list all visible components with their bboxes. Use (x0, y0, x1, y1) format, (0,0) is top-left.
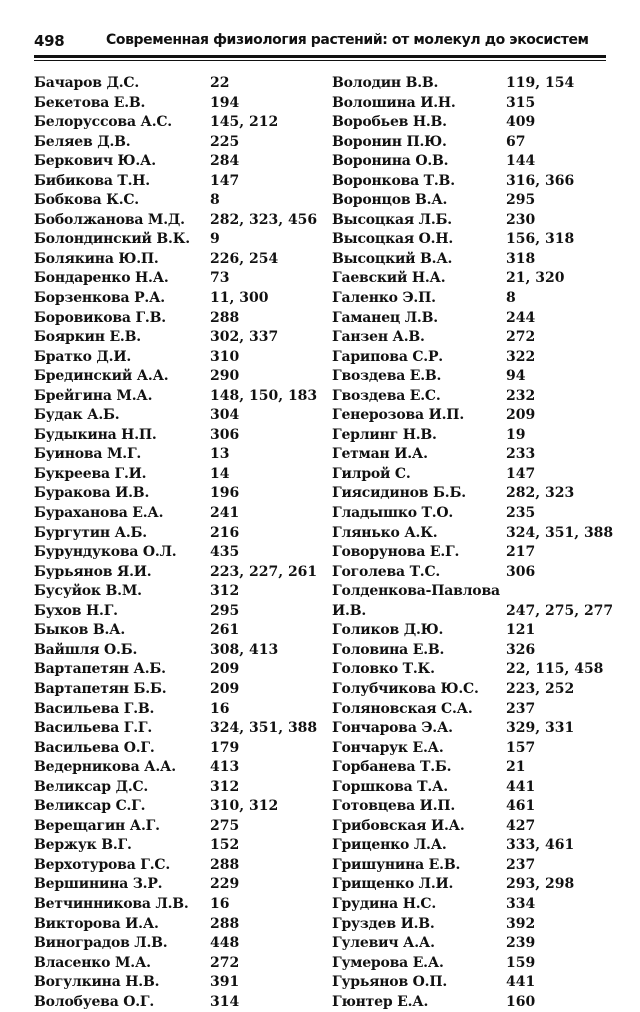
index-entry (332, 191, 622, 211)
index-entry (34, 191, 324, 211)
page-references: 284 (210, 153, 240, 170)
author-name: Будак А.Б. (34, 407, 120, 424)
index-entry (332, 387, 622, 407)
author-name: Высоцкая Л.Б. (332, 211, 452, 228)
author-name: Боровикова Г.В. (34, 309, 166, 326)
author-name: Брединский А.А. (34, 368, 169, 385)
author-name: Говорунова Е.Г. (332, 544, 460, 561)
author-name: Бибикова Т.Н. (34, 172, 150, 189)
index-entry (34, 250, 324, 270)
index-entry (332, 309, 622, 329)
index-entry (332, 211, 622, 231)
index-entry (34, 895, 324, 915)
page-references: 8 (506, 290, 516, 307)
page-references: 310, 312 (210, 798, 279, 815)
author-name: Бобкова К.С. (34, 192, 139, 209)
index-entry (34, 915, 324, 935)
page-references: 9 (210, 231, 220, 248)
page-references: 94 (506, 368, 526, 385)
author-name: Генерозова И.П. (332, 407, 464, 424)
author-name: Беляев Д.В. (34, 133, 131, 150)
index-entry (34, 484, 324, 504)
page-header (34, 30, 606, 56)
index-entry (34, 797, 324, 817)
author-name: Верхотурова Г.С. (34, 856, 171, 873)
index-entry (332, 445, 622, 465)
author-name: Болякина Ю.П. (34, 250, 159, 267)
index-entry (332, 660, 622, 680)
index-entry (332, 113, 622, 133)
author-name: Беркович Ю.А. (34, 153, 156, 170)
index-entry (332, 524, 622, 544)
index-entry (332, 74, 622, 94)
author-name: Гончарова Э.А. (332, 720, 453, 737)
page-references: 16 (210, 700, 230, 717)
page-references: 282, 323, 456 (210, 211, 318, 228)
author-name: Голубчикова Ю.С. (332, 680, 479, 697)
index-entry (332, 700, 622, 720)
author-name: Гиясидинов Б.Б. (332, 485, 466, 502)
header-rule-thick (34, 55, 606, 58)
author-name: Бусуйок В.М. (34, 583, 142, 600)
author-name: Бурундукова О.Л. (34, 544, 177, 561)
page-references: 229 (210, 876, 240, 893)
index-entry (34, 152, 324, 172)
page-references: 119, 154 (506, 75, 575, 91)
index-entry (332, 348, 622, 368)
page-references: 310 (210, 348, 240, 365)
index-entry (34, 543, 324, 563)
author-name: Власенко М.А. (34, 954, 151, 971)
page-references: 326 (506, 641, 536, 658)
index-entry (34, 700, 324, 720)
page-references: 241 (210, 505, 240, 522)
index-entry (34, 954, 324, 974)
index-entry (34, 367, 324, 387)
index-entry (332, 719, 622, 739)
author-name: Волошина И.Н. (332, 94, 456, 111)
page-references: 19 (506, 426, 526, 443)
author-name: Гвоздева Е.В. (332, 368, 442, 385)
index-entry (332, 172, 622, 192)
author-name: Воробьев Н.В. (332, 114, 447, 131)
page-references: 391 (210, 974, 240, 991)
author-name: Бухов Н.Г. (34, 602, 118, 619)
author-name: Высоцкий В.А. (332, 250, 453, 267)
page-references: 288 (210, 915, 240, 932)
index-entry (332, 915, 622, 935)
index-entry (332, 621, 622, 641)
page-references: 226, 254 (210, 250, 279, 267)
index-entry (34, 74, 324, 94)
index-column-left (34, 74, 324, 1012)
page-references: 312 (210, 778, 240, 795)
author-name: Головко Т.К. (332, 661, 435, 678)
index-entry (34, 445, 324, 465)
author-name: Гриценко Л.А. (332, 837, 447, 854)
index-entry (34, 113, 324, 133)
index-entry (34, 934, 324, 954)
author-name: Гумерова Е.А. (332, 954, 444, 971)
page-references: 13 (210, 446, 230, 463)
author-name: Брейгина М.А. (34, 387, 153, 404)
page-number: 498 (34, 32, 65, 50)
index-entry (34, 602, 324, 622)
author-name: Болондинский В.К. (34, 231, 190, 248)
index-entry (332, 758, 622, 778)
page-references: 230 (506, 211, 536, 228)
author-name: Галенко Э.П. (332, 290, 436, 307)
author-name: Боболжанова М.Д. (34, 211, 185, 228)
page-references: 334 (506, 895, 536, 912)
author-name: Буракова И.В. (34, 485, 150, 502)
page-references: 293, 298 (506, 876, 575, 893)
index-entry (332, 973, 622, 993)
index-entry (332, 94, 622, 114)
page-references: 316, 366 (506, 172, 575, 189)
page-references: 302, 337 (210, 329, 279, 346)
page-references: 461 (506, 798, 536, 815)
index-entry (332, 152, 622, 172)
author-name: Воронин П.Ю. (332, 133, 447, 150)
page-references: 152 (210, 837, 240, 854)
page-references: 144 (506, 153, 536, 170)
author-name: Бачаров Д.С. (34, 75, 140, 91)
author-name: Вартапетян А.Б. (34, 661, 166, 678)
index-entry (34, 524, 324, 544)
index-entry (332, 289, 622, 309)
index-entry (34, 328, 324, 348)
author-name: Борзенкова Р.А. (34, 290, 165, 307)
header-rule-thin (34, 60, 606, 61)
page-references: 275 (210, 817, 240, 834)
author-name: Волобуева О.Г. (34, 993, 155, 1010)
author-name: Гурьянов О.П. (332, 974, 448, 991)
page-references: 145, 212 (210, 114, 279, 131)
index-entry (34, 621, 324, 641)
index-entry (332, 739, 622, 759)
page-references: 232 (506, 387, 536, 404)
page-references: 194 (210, 94, 240, 111)
author-name: Гетман И.А. (332, 446, 428, 463)
author-name: Гвоздева Е.С. (332, 387, 441, 404)
author-name: Васильева Г.Г. (34, 720, 153, 737)
author-name: Бекетова Е.В. (34, 94, 146, 111)
page-references: 147 (506, 465, 536, 482)
index-entry (34, 582, 324, 602)
page-references: 409 (506, 114, 536, 131)
author-name: Васильева О.Г. (34, 739, 155, 756)
page-references: 272 (210, 954, 240, 971)
page-references: 233 (506, 446, 536, 463)
index-entry (34, 406, 324, 426)
index-entry (34, 133, 324, 153)
index-entry (332, 328, 622, 348)
index-entry (332, 582, 622, 602)
page-references: 225 (210, 133, 240, 150)
page-references: 237 (506, 700, 536, 717)
index-entry (332, 680, 622, 700)
index-entry (34, 94, 324, 114)
index-entry (34, 778, 324, 798)
page-references: 314 (210, 993, 240, 1010)
author-name: Бургутин А.Б. (34, 524, 147, 541)
page-references: 306 (210, 426, 240, 443)
index-entry (332, 426, 622, 446)
author-name: Ганзен А.В. (332, 329, 425, 346)
page-references: 288 (210, 309, 240, 326)
author-name: Будыкина Н.П. (34, 426, 157, 443)
author-name: Горшкова Т.А. (332, 778, 448, 795)
author-name: Горбанева Т.Б. (332, 759, 452, 776)
page-references: 11, 300 (210, 290, 269, 307)
index-entry (34, 641, 324, 661)
page-references: 21 (506, 759, 526, 776)
page-references: 272 (506, 329, 536, 346)
author-name: И.В. (332, 602, 367, 619)
page-references: 179 (210, 739, 240, 756)
index-entry (34, 817, 324, 837)
page-references: 441 (506, 974, 536, 991)
index-entry (332, 230, 622, 250)
index-entry (34, 973, 324, 993)
page-references: 159 (506, 954, 536, 971)
page-references: 318 (506, 250, 536, 267)
index-entry (332, 895, 622, 915)
author-name: Высоцкая О.Н. (332, 231, 454, 248)
author-name: Белоруссова А.С. (34, 114, 172, 131)
index-entry (34, 993, 324, 1012)
author-name: Бондаренко Н.А. (34, 270, 169, 287)
page-references: 22, 115, 458 (506, 661, 604, 678)
index-entry (332, 797, 622, 817)
author-name: Груздев И.В. (332, 915, 435, 932)
index-entry (34, 504, 324, 524)
author-name: Гулевич А.А. (332, 935, 435, 952)
page-references: 441 (506, 778, 536, 795)
author-name: Гаевский Н.А. (332, 270, 446, 287)
page-references: 247, 275, 277 (506, 602, 614, 619)
author-name: Гюнтер Е.А. (332, 993, 429, 1010)
author-name: Воронина О.В. (332, 153, 449, 170)
index-entry (34, 230, 324, 250)
author-name: Букреева Г.И. (34, 465, 147, 482)
index-entry (332, 778, 622, 798)
index-entry (332, 406, 622, 426)
page-references: 235 (506, 505, 536, 522)
author-name: Быков В.А. (34, 622, 126, 639)
page-references: 413 (210, 759, 240, 776)
page-references: 244 (506, 309, 536, 326)
page-references: 209 (506, 407, 536, 424)
page-references: 217 (506, 544, 536, 561)
page-references: 209 (210, 680, 240, 697)
author-name: Верещагин А.Г. (34, 817, 160, 834)
author-name: Ветчинникова Л.В. (34, 895, 189, 912)
page-references: 73 (210, 270, 230, 287)
author-name: Голяновская С.А. (332, 700, 473, 717)
index-entry (34, 875, 324, 895)
index-entry (34, 758, 324, 778)
page-references: 435 (210, 544, 240, 561)
author-name: Воронкова Т.В. (332, 172, 455, 189)
author-name: Буинова М.Г. (34, 446, 142, 463)
index-entry (34, 660, 324, 680)
page-references: 333, 461 (506, 837, 575, 854)
author-name: Голиков Д.Ю. (332, 622, 444, 639)
page-references: 148, 150, 183 (210, 387, 318, 404)
author-name: Герлинг Н.В. (332, 426, 437, 443)
author-name: Бояркин Е.В. (34, 329, 141, 346)
author-name: Голденкова-Павлова (332, 583, 500, 600)
author-name: Вайшля О.Б. (34, 641, 138, 658)
page-references: 22 (210, 75, 230, 91)
author-name: Бураханова Е.А. (34, 505, 164, 522)
page-references: 21, 320 (506, 270, 565, 287)
index-entry (332, 133, 622, 153)
page-references: 8 (210, 192, 220, 209)
author-name: Бурьянов Я.И. (34, 563, 152, 580)
author-name: Братко Д.И. (34, 348, 132, 365)
page-references: 322 (506, 348, 536, 365)
author-name: Вартапетян Б.Б. (34, 680, 167, 697)
page-references: 324, 351, 388 (210, 720, 318, 737)
index-entry (332, 836, 622, 856)
author-name: Володин В.В. (332, 75, 439, 91)
author-name: Готовцева И.П. (332, 798, 456, 815)
page-references: 288 (210, 856, 240, 873)
page-references: 196 (210, 485, 240, 502)
index-entry (332, 602, 622, 622)
page-references: 295 (210, 602, 240, 619)
page-references: 121 (506, 622, 536, 639)
index-entry (34, 309, 324, 329)
index-column-right (332, 74, 622, 1012)
page-references: 237 (506, 856, 536, 873)
author-name: Гаманец Л.В. (332, 309, 438, 326)
page-references: 315 (506, 94, 536, 111)
page-references: 329, 331 (506, 720, 575, 737)
index-entry (332, 856, 622, 876)
author-name: Грищенко Л.И. (332, 876, 454, 893)
author-name: Викторова И.А. (34, 915, 159, 932)
page-references: 295 (506, 192, 536, 209)
page-references: 216 (210, 524, 240, 541)
author-name: Глянько А.К. (332, 524, 438, 541)
index-entry (332, 484, 622, 504)
page-references: 157 (506, 739, 536, 756)
page-references: 67 (506, 133, 526, 150)
author-name: Вержук В.Г. (34, 837, 132, 854)
index-entry (332, 954, 622, 974)
index-entry (332, 934, 622, 954)
page-references: 160 (506, 993, 536, 1010)
author-name: Гоголева Т.С. (332, 563, 441, 580)
index-entry (34, 739, 324, 759)
index-entry (34, 289, 324, 309)
running-title: Современная физиология растений: от молекул до экосистем (106, 32, 589, 48)
page-references: 147 (210, 172, 240, 189)
page-references: 308, 413 (210, 641, 279, 658)
index-entry (332, 563, 622, 583)
index-entry (332, 465, 622, 485)
page-references: 223, 252 (506, 680, 575, 697)
page-references: 306 (506, 563, 536, 580)
author-name: Великсар С.Г. (34, 798, 146, 815)
index-entry (34, 387, 324, 407)
index-entry (34, 465, 324, 485)
index-entry (332, 641, 622, 661)
author-name: Гладышко Т.О. (332, 505, 454, 522)
index-entry (34, 719, 324, 739)
author-name: Гришунина Е.В. (332, 856, 461, 873)
page-references: 392 (506, 915, 536, 932)
index-entry (34, 348, 324, 368)
author-name: Виноградов Л.В. (34, 935, 168, 952)
page-references: 223, 227, 261 (210, 563, 318, 580)
index-entry (332, 543, 622, 563)
page-references: 261 (210, 622, 240, 639)
index-entry (332, 367, 622, 387)
author-name: Головина Е.В. (332, 641, 445, 658)
index-entry (34, 856, 324, 876)
page-references: 304 (210, 407, 240, 424)
author-name: Гилрой С. (332, 465, 411, 482)
author-name: Вершинина З.Р. (34, 876, 163, 893)
page-references: 16 (210, 895, 230, 912)
author-name: Васильева Г.В. (34, 700, 155, 717)
author-name: Воронцов В.А. (332, 192, 448, 209)
index-entry (34, 211, 324, 231)
page-references: 156, 318 (506, 231, 575, 248)
index-entry (34, 680, 324, 700)
author-name: Грудина Н.С. (332, 895, 437, 912)
index-entry (34, 269, 324, 289)
index-entry (332, 504, 622, 524)
index-entry (34, 426, 324, 446)
index-entry (332, 269, 622, 289)
author-name: Грибовская И.А. (332, 817, 465, 834)
author-name: Ведерникова А.А. (34, 759, 176, 776)
page-references: 312 (210, 583, 240, 600)
author-name: Гарипова С.Р. (332, 348, 443, 365)
index-entry (332, 250, 622, 270)
page-references: 282, 323 (506, 485, 575, 502)
page-references: 290 (210, 368, 240, 385)
index-entry (34, 563, 324, 583)
page-references: 239 (506, 935, 536, 952)
author-name: Вогулкина Н.В. (34, 974, 160, 991)
index-entry (332, 817, 622, 837)
index-entry (34, 836, 324, 856)
index-entry (34, 172, 324, 192)
page-references: 324, 351, 388 (506, 524, 614, 541)
index-entry (332, 875, 622, 895)
page-references: 14 (210, 465, 230, 482)
page-references: 427 (506, 817, 536, 834)
index-entry (332, 993, 622, 1012)
author-name: Великсар Д.С. (34, 778, 149, 795)
page-references: 448 (210, 935, 240, 952)
author-name: Гончарук Е.А. (332, 739, 444, 756)
page-references: 209 (210, 661, 240, 678)
